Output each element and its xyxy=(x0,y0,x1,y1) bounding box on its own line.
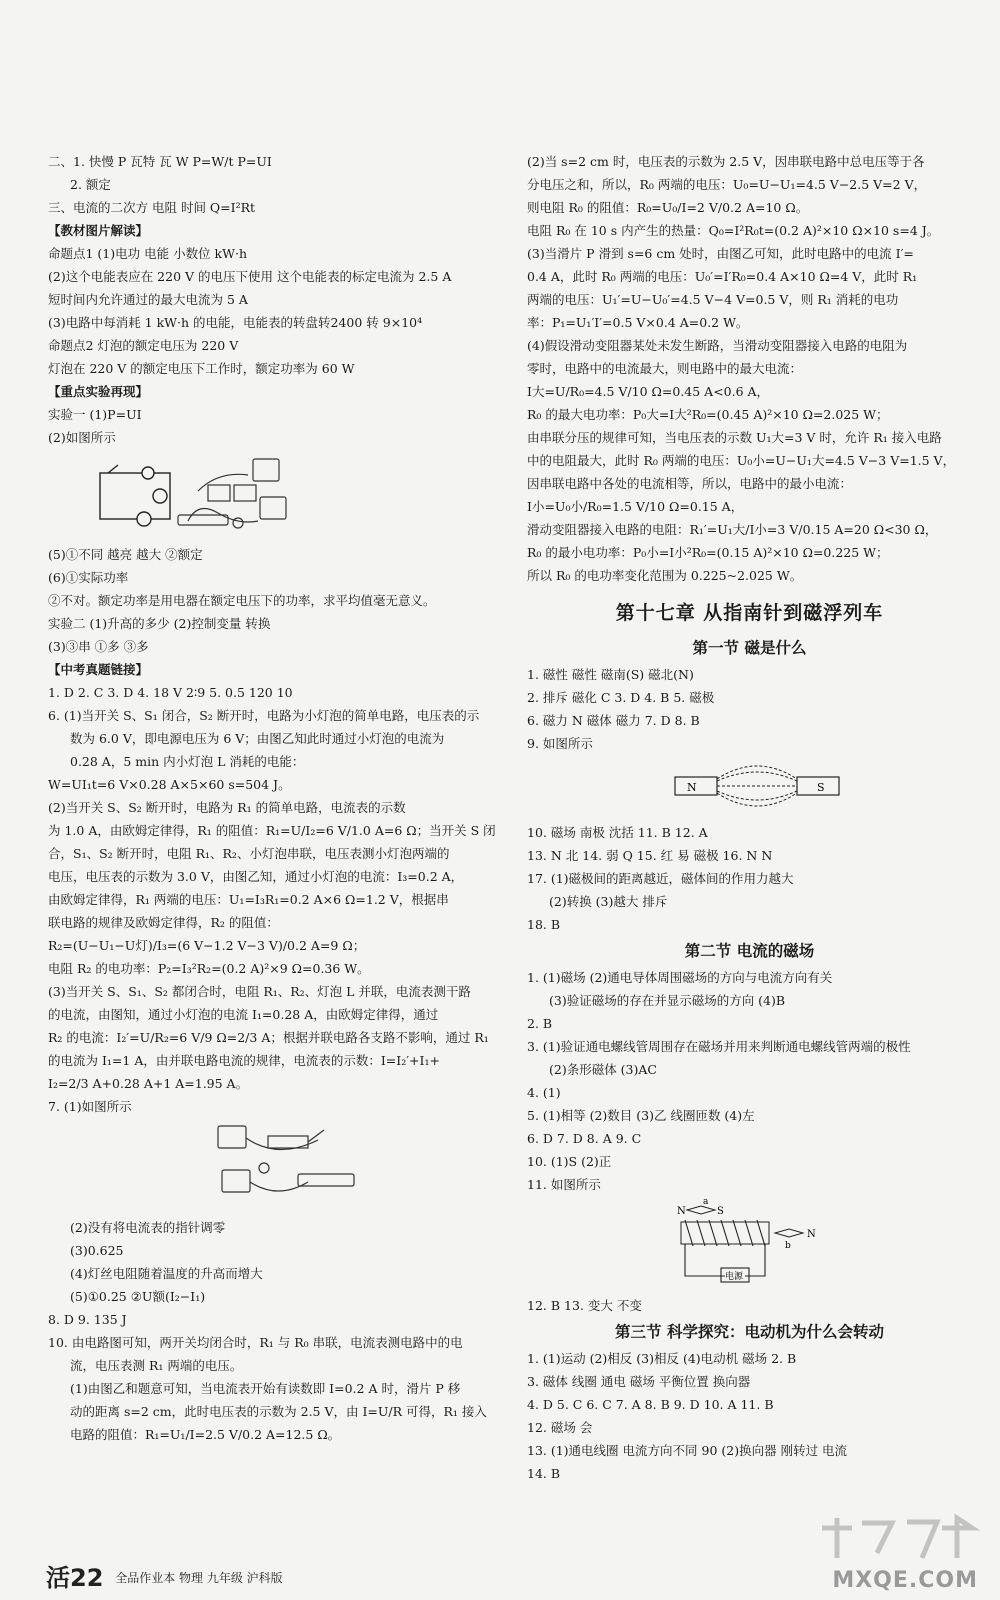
answer-line: (5)①不同 越亮 越大 ②额定 xyxy=(48,547,203,562)
answer-line: 12. B 13. 变大 不变 xyxy=(527,1298,642,1313)
answer-line: 18. B xyxy=(527,917,561,932)
answer-line: (4)假设滑动变阻器某处未发生断路，当滑动变阻器接入电路的电阻为 xyxy=(527,338,908,353)
answer-line: (6)①实际功率 xyxy=(48,570,129,585)
answer-line: 6. 磁力 N 磁体 磁力 7. D 8. B xyxy=(527,713,700,728)
answer-line: 实验二 (1)升高的多少 (2)控制变量 转换 xyxy=(48,616,271,631)
answer-line: 二、1. 快慢 P 瓦特 瓦 W P=W/t P=UI xyxy=(48,154,272,169)
page-footer xyxy=(46,1558,283,1593)
section-title: 第二节 电流的磁场 xyxy=(684,942,815,960)
answer-line: 由欧姆定律得，R₁ 两端的电压：U₁=I₃R₁=0.2 A×6 Ω=1.2 V，根据串 xyxy=(48,892,449,907)
answer-line: 【重点实验再现】 xyxy=(48,384,149,399)
needle-n-label: N xyxy=(677,1206,686,1217)
answer-line: 命题点1 (1)电功 电能 小数位 kW·h xyxy=(48,246,247,261)
answer-line: (2)转换 (3)越大 排斥 xyxy=(549,894,668,909)
answer-line: R₂=(U−U₁−U灯)/I₃=(6 V−1.2 V−3 V)/0.2 A=9 Ω； xyxy=(48,938,366,953)
answer-line: 电压，电压表的示数为 3.0 V，由图乙知，通过小灯泡的电流：I₃=0.2 A， xyxy=(48,869,464,884)
answer-line: 14. B xyxy=(527,1466,561,1481)
answer-line: 2. B xyxy=(527,1016,553,1031)
answer-line: 命题点2 灯泡的额定电压为 220 V xyxy=(48,338,239,353)
answer-line: (3)当滑片 P 滑到 s=6 cm 处时，由图乙可知，此时电路中的电流 I′= xyxy=(527,246,914,261)
answer-line: 电路的阻值：R₁=U₁/I=2.5 V/0.2 A=12.5 Ω。 xyxy=(70,1427,341,1442)
answer-line: 短时间内允许通过的最大电流为 5 A xyxy=(48,292,248,307)
answer-line: (3)当开关 S、S₁、S₂ 都闭合时，电阻 R₁、R₂、灯泡 L 并联，电流表测干路 xyxy=(48,984,471,999)
answer-line: 17. (1)磁极间的距离越近，磁体间的作用力越大 xyxy=(527,871,794,886)
answer-line: (2)当 s=2 cm 时，电压表的示数为 2.5 V，因串联电路中总电压等于各 xyxy=(527,154,925,169)
watermark-url: MXQE.COM xyxy=(832,1568,978,1593)
page-number: 活22 xyxy=(46,1564,104,1592)
answer-line: I小=U₀小/R₀=1.5 V/10 Ω=0.15 A， xyxy=(527,499,744,514)
answer-line: 由串联分压的规律可知，当电压表的示数 U₁大=3 V 时，允许 R₁ 接入电路 xyxy=(527,430,942,445)
answer-line: 率：P₁=U₁′I′=0.5 V×0.4 A=0.2 W。 xyxy=(527,315,749,330)
answer-line: 9. 如图所示 xyxy=(527,736,593,751)
answer-line: I₂=2/3 A+0.28 A+1 A=1.95 A。 xyxy=(48,1076,249,1091)
point-b-label: b xyxy=(785,1241,791,1251)
section-title: 第一节 磁是什么 xyxy=(692,639,807,657)
answer-line: 合，S₁、S₂ 断开时，电阻 R₁、R₂、小灯泡串联，电压表测小灯泡两端的 xyxy=(48,846,450,861)
answer-line: 两端的电压：U₁′=U−U₀′=4.5 V−4 V=0.5 V，则 R₁ 消耗的电功 xyxy=(527,292,899,307)
power-label: 电源 xyxy=(725,1272,744,1282)
answer-line: 联电路的规律及欧姆定律得，R₂ 的阻值： xyxy=(48,915,279,930)
answer-line: 0.28 A，5 min 内小灯泡 L 消耗的电能： xyxy=(70,754,305,769)
answer-line: 0.4 A，此时 R₀ 两端的电压：U₀′=I′R₀=0.4 A×10 Ω=4 V，此时 R₁ xyxy=(527,269,918,284)
circuit-diagram xyxy=(198,1120,498,1212)
answer-line: 10. 由电路图可知，两开关均闭合时，R₁ 与 R₀ 串联，电流表测电路中的电 xyxy=(48,1335,463,1350)
answer-line: 10. 磁场 南极 沈括 11. B 12. A xyxy=(527,825,708,840)
answer-line: 6. (1)当开关 S、S₁ 闭合，S₂ 断开时，电路为小灯泡的简单电路，电压表的示 xyxy=(48,708,480,723)
answer-line: 三、电流的二次方 电阻 时间 Q=I²Rt xyxy=(48,200,256,215)
answer-line: (1)由图乙和题意可知，当电流表开始有读数即 I=0.2 A 时，滑片 P 移 xyxy=(70,1381,461,1396)
section-title: 第三节 科学探究：电动机为什么会转动 xyxy=(615,1323,884,1341)
answer-line: 1. (1)磁场 (2)通电导体周围磁场的方向与电流方向有关 xyxy=(527,970,833,985)
needle-n2-label: N xyxy=(807,1229,816,1240)
answer-line: 因串联电路中各处的电流相等，所以，电路中的最小电流： xyxy=(527,476,853,491)
answer-line: I大=U/R₀=4.5 V/10 Ω=0.45 A<0.6 A， xyxy=(527,384,770,399)
answer-line: 中的电阻最大，此时 R₀ 两端的电压：U₀小=U−U₁大=4.5 V−3 V=1.5 V， xyxy=(527,453,956,468)
answer-line: 4. D 5. C 6. C 7. A 8. B 9. D 10. A 11. B xyxy=(527,1397,774,1412)
answer-line: R₀ 的最大电功率：P₀大=I大²R₀=(0.45 A)²×10 Ω=2.025 W； xyxy=(527,407,889,422)
answer-line: 2. 排斥 磁化 C 3. D 4. B 5. 磁极 xyxy=(527,690,715,705)
chapter-title: 第十七章 从指南针到磁浮列车 xyxy=(615,602,884,624)
answer-line: 灯泡在 220 V 的额定电压下工作时，额定功率为 60 W xyxy=(48,361,355,376)
answer-line: 13. (1)通电线圈 电流方向不同 90 (2)换向器 刚转过 电流 xyxy=(527,1443,848,1458)
answer-line: 动的距离 s=2 cm，此时电压表的示数为 2.5 V，由 I=U/R 可得，R₁ 接入 xyxy=(70,1404,487,1419)
answer-line: 分电压之和，所以，R₀ 两端的电压：U₀=U−U₁=4.5 V−2.5 V=2 V， xyxy=(527,177,927,192)
answer-line: 【教材图片解读】 xyxy=(48,223,149,238)
answer-line: (3)验证磁场的存在并显示磁场的方向 (4)B xyxy=(549,993,786,1008)
answer-line: 3. (1)验证通电螺线管周围存在磁场并用来判断通电螺线管两端的极性 xyxy=(527,1039,911,1054)
magnet-n-label: N xyxy=(687,781,697,794)
answer-line: (3)③串 ①多 ③多 xyxy=(48,639,149,654)
answer-line: 实验一 (1)P=UI xyxy=(48,407,142,422)
answer-line: 8. D 9. 135 J xyxy=(48,1312,127,1327)
magnet-field-diagram xyxy=(657,757,857,817)
answer-line: (3)电路中每消耗 1 kW·h 的电能，电能表的转盘转2400 转 9×10⁴ xyxy=(48,315,423,330)
answer-line: 1. 磁性 磁性 磁南(S) 磁北(N) xyxy=(527,667,694,682)
answer-line: 电阻 R₂ 的电功率：P₂=I₃²R₂=(0.2 A)²×9 Ω=0.36 W。 xyxy=(48,961,370,976)
needle-s-label: S xyxy=(717,1206,724,1217)
solenoid-figure xyxy=(527,1198,972,1290)
answer-line: R₂ 的电流：I₂′=U/R₂=6 V/9 Ω=2/3 A；根据并联电路各支路不影响，通过 R₁ xyxy=(48,1030,489,1045)
answer-line: ②不对。额定功率是用电器在额定电压下的功率，求平均值毫无意义。 xyxy=(48,593,436,608)
answer-line: 的电流为 I₁=1 A，由并联电路电流的规律，电流表的示数：I=I₂′+I₁+ xyxy=(48,1053,440,1068)
answer-line: 1. (1)运动 (2)相反 (3)相反 (4)电动机 磁场 2. B xyxy=(527,1351,797,1366)
answer-line: 5. (1)相等 (2)数目 (3)乙 线圈匝数 (4)左 xyxy=(527,1108,755,1123)
answer-line: W=UI₁t=6 V×0.28 A×5×60 s=504 J。 xyxy=(48,777,291,792)
magnet-s-label: S xyxy=(817,781,825,794)
answer-line: 2. 额定 xyxy=(70,177,111,192)
circuit-figure-q7 xyxy=(48,1120,503,1212)
left-column xyxy=(48,150,503,1446)
answer-line: 6. D 7. D 8. A 9. C xyxy=(527,1131,642,1146)
answer-line: (2)这个电能表应在 220 V 的电压下使用 这个电能表的标定电流为 2.5 A xyxy=(48,269,452,284)
answer-line: 的电流，由图知，通过小灯泡的电流 I₁=0.28 A，由欧姆定律得，通过 xyxy=(48,1007,439,1022)
answer-line: 13. N 北 14. 弱 Q 15. 红 易 磁极 16. N N xyxy=(527,848,773,863)
answer-line: 则电阻 R₀ 的阻值：R₀=U₀/I=2 V/0.2 A=10 Ω。 xyxy=(527,200,809,215)
answer-line: (2)条形磁体 (3)AC xyxy=(549,1062,657,1077)
answer-line: 数为 6.0 V，即电源电压为 6 V；由图乙知此时通过小灯泡的电流为 xyxy=(70,731,445,746)
circuit-diagram xyxy=(48,451,308,539)
answer-line: 10. (1)S (2)正 xyxy=(527,1154,612,1169)
answer-line: (2)当开关 S、S₂ 断开时，电路为 R₁ 的简单电路，电流表的示数 xyxy=(48,800,406,815)
answer-line: 电阻 R₀ 在 10 s 内产生的热量：Q₀=I²R₀t=(0.2 A)²×10 Ω×10 s=4 J。 xyxy=(527,223,940,238)
answer-line: 12. 磁场 会 xyxy=(527,1420,593,1435)
answer-line: 3. 磁体 线圈 通电 磁场 平衡位置 换向器 xyxy=(527,1374,751,1389)
answer-line: 所以 R₀ 的电功率变化范围为 0.225~2.025 W。 xyxy=(527,568,803,583)
answer-line: 1. D 2. C 3. D 4. 18 V 2∶9 5. 0.5 120 10 xyxy=(48,685,293,700)
answer-line: 7. (1)如图所示 xyxy=(48,1099,132,1114)
answer-line: (2)如图所示 xyxy=(48,430,116,445)
footer-text: 全品作业本 物理 九年级 沪科版 xyxy=(115,1571,283,1585)
answer-line: (3)0.625 xyxy=(70,1243,124,1258)
answer-line: 4. (1) xyxy=(527,1085,561,1100)
answer-line: (5)①0.25 ②U额(I₂−I₁) xyxy=(70,1289,206,1304)
answer-line: R₀ 的最小电功率：P₀小=I小²R₀=(0.15 A)²×10 Ω=0.225 W； xyxy=(527,545,889,560)
answer-line: 零时，电路中的电流最大，则电路中的最大电流： xyxy=(527,361,803,376)
circuit-figure-experiment-1 xyxy=(48,451,503,539)
answer-line: (2)没有将电流表的指针调零 xyxy=(70,1220,226,1235)
point-a-label: a xyxy=(703,1198,709,1207)
answer-line: (4)灯丝电阻随着温度的升高而增大 xyxy=(70,1266,263,1281)
magnet-field-figure xyxy=(527,757,972,817)
answer-line: 11. 如图所示 xyxy=(527,1177,601,1192)
answer-line: 为 1.0 A，由欧姆定律得，R₁ 的阻值：R₁=U/I₂=6 V/1.0 A=6 Ω；当开关 S 闭 xyxy=(48,823,496,838)
solenoid-diagram xyxy=(675,1198,875,1290)
answer-line: 【中考真题链接】 xyxy=(48,662,149,677)
answer-line: 滑动变阻器接入电路的电阻：R₁′=U₁大/I小=3 V/0.15 A=20 Ω<30 Ω， xyxy=(527,522,938,537)
right-column xyxy=(527,150,972,1485)
answer-line: 流，电压表测 R₁ 两端的电压。 xyxy=(70,1358,243,1373)
